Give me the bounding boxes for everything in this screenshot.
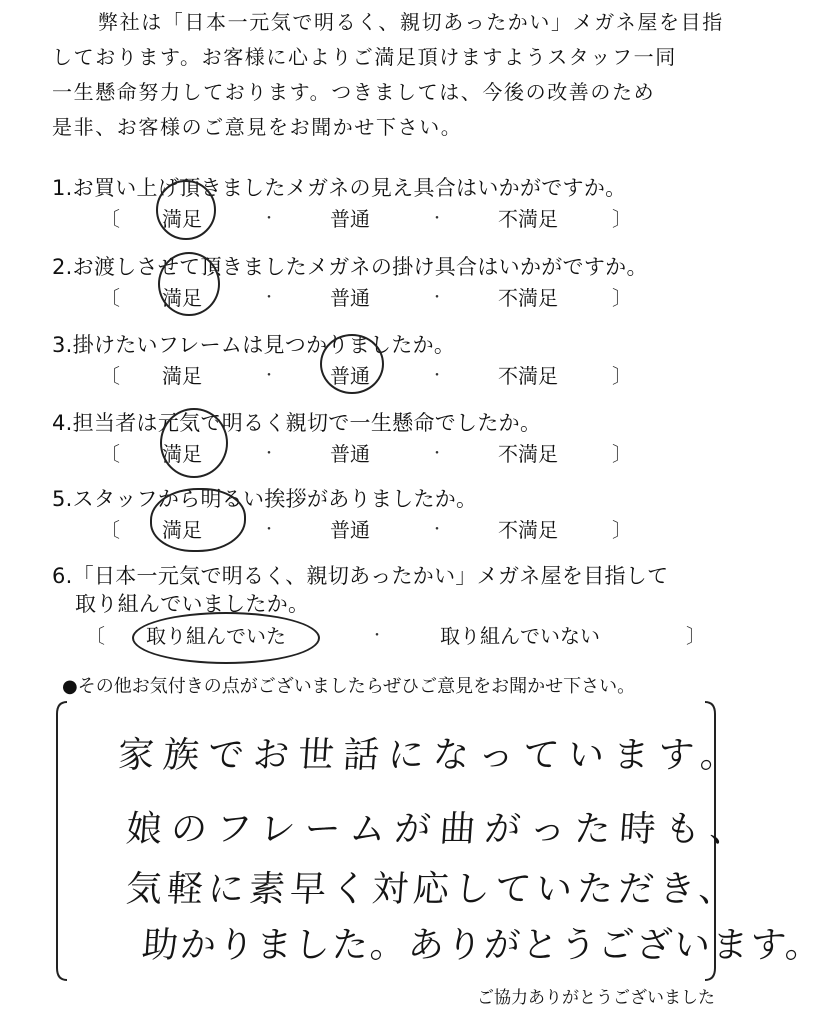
- option-normal[interactable]: 普通: [330, 364, 370, 388]
- separator-dot: ・: [262, 522, 276, 538]
- bracket-open: 〔: [100, 518, 120, 542]
- option-unsatisfied[interactable]: 不満足: [498, 286, 558, 310]
- separator-dot: ・: [430, 290, 444, 306]
- handwritten-line-1: 家族でお世話になっています。: [116, 735, 747, 776]
- separator-dot: ・: [430, 446, 444, 462]
- question-text: 5.スタッフから明るい挨拶がありましたか。: [52, 487, 478, 511]
- separator-dot: ・: [430, 211, 444, 227]
- option-unsatisfied[interactable]: 不満足: [498, 518, 558, 542]
- option-satisfied[interactable]: 満足: [162, 286, 202, 310]
- option-normal[interactable]: 普通: [330, 518, 370, 542]
- option-satisfied[interactable]: 満足: [162, 364, 202, 388]
- handwritten-line-2: 娘のフレームが曲がった時も、: [124, 809, 757, 850]
- option-unsatisfied[interactable]: 不満足: [498, 442, 558, 466]
- handwritten-line-3: 気軽に素早く対応していただき、: [124, 869, 742, 910]
- option-normal[interactable]: 普通: [330, 207, 370, 231]
- thank-you-note: ご協力ありがとうございました: [477, 988, 715, 1008]
- bracket-close: 〕: [612, 207, 632, 231]
- option-normal[interactable]: 普通: [330, 442, 370, 466]
- bracket-open: 〔: [100, 286, 120, 310]
- option-not-engaged[interactable]: 取り組んでいない: [440, 624, 600, 648]
- option-normal[interactable]: 普通: [330, 286, 370, 310]
- question-text: 1.お買い上げ頂きましたメガネの見え具合はいかがですか。: [52, 176, 627, 200]
- intro-line-1: 弊社は「日本一元気で明るく、親切あったかい」メガネ屋を目指: [98, 10, 724, 34]
- question-text: 2.お渡しさせて頂きましたメガネの掛け具合はいかがですか。: [52, 255, 648, 279]
- bracket-close: 〕: [686, 624, 706, 648]
- question-text-line-1: 6.「日本一元気で明るく、親切あったかい」メガネ屋を目指して: [52, 564, 669, 588]
- separator-dot: ・: [430, 522, 444, 538]
- option-satisfied[interactable]: 満足: [162, 442, 202, 466]
- bracket-open: 〔: [100, 364, 120, 388]
- bracket-open: 〔: [100, 207, 120, 231]
- bracket-close: 〕: [612, 518, 632, 542]
- separator-dot: ・: [262, 290, 276, 306]
- bracket-open: 〔: [85, 624, 105, 648]
- separator-dot: ・: [262, 446, 276, 462]
- bracket-open: 〔: [100, 442, 120, 466]
- option-satisfied[interactable]: 満足: [162, 207, 202, 231]
- question-text: 3.掛けたいフレームは見つかりましたか。: [52, 333, 456, 357]
- question-text-line-2: 取り組んでいましたか。: [75, 592, 310, 616]
- option-unsatisfied[interactable]: 不満足: [498, 207, 558, 231]
- bracket-close: 〕: [612, 442, 632, 466]
- comments-heading: ●その他お気付きの点がございましたらぜひご意見をお聞かせ下さい。: [62, 676, 636, 697]
- option-satisfied[interactable]: 満足: [162, 518, 202, 542]
- separator-dot: ・: [430, 368, 444, 384]
- question-text: 4.担当者は元気で明るく親切で一生懸命でしたか。: [52, 411, 542, 435]
- separator-dot: ・: [262, 211, 276, 227]
- separator-dot: ・: [262, 368, 276, 384]
- option-engaged[interactable]: 取り組んでいた: [146, 624, 286, 648]
- intro-line-3: 一生懸命努力しております。つきましては、今後の改善のため: [52, 80, 656, 104]
- handwritten-line-4: 助かりました。ありがとうございます。: [140, 925, 825, 966]
- bracket-close: 〕: [612, 286, 632, 310]
- intro-line-4: 是非、お客様のご意見をお聞かせ下さい。: [52, 115, 463, 139]
- option-unsatisfied[interactable]: 不満足: [498, 364, 558, 388]
- bracket-close: 〕: [612, 364, 632, 388]
- separator-dot: ・: [370, 628, 384, 644]
- intro-line-2: しております。お客様に心よりご満足頂けますようスタッフ一同: [52, 45, 677, 69]
